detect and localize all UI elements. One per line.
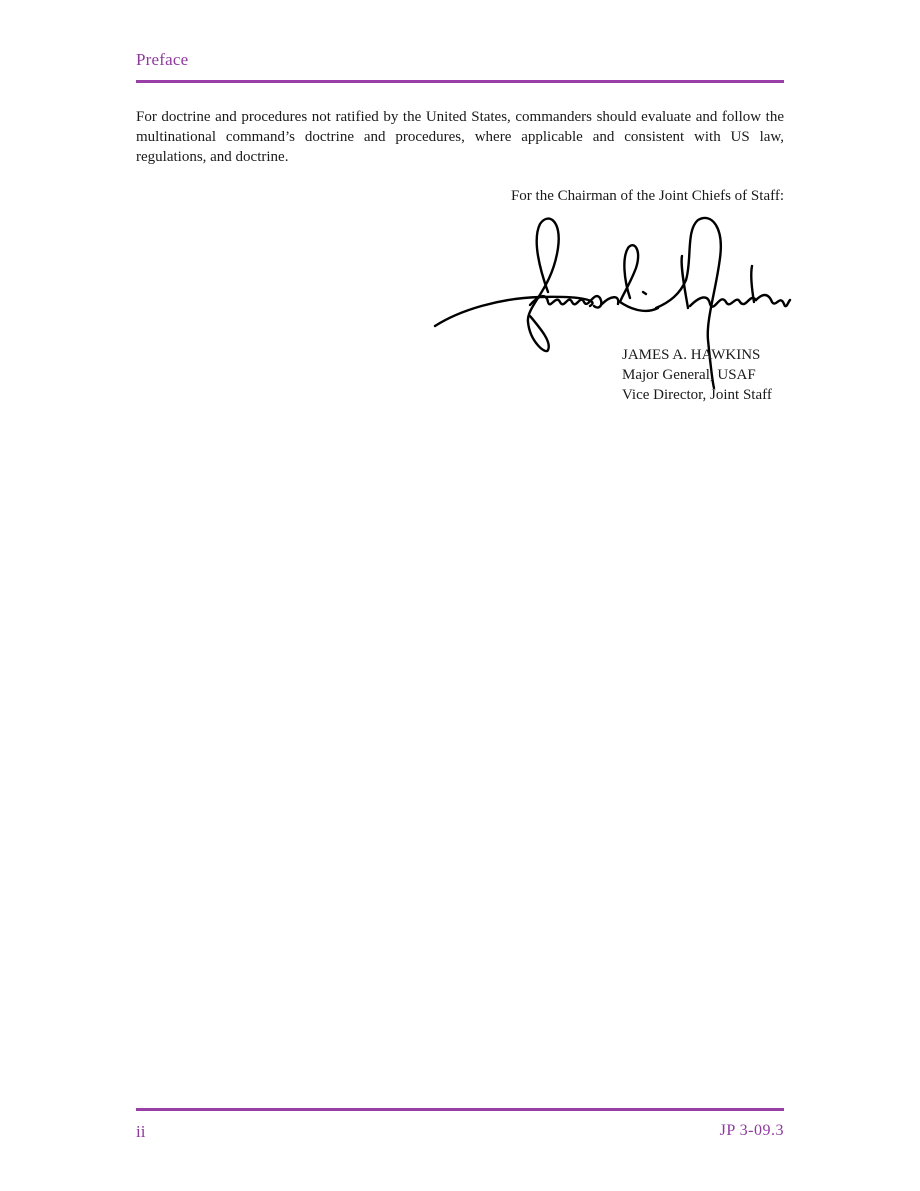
header-rule [136, 80, 784, 83]
signer-rank: Major General, USAF [622, 367, 756, 383]
body-paragraph: For doctrine and procedures not ratified by the United States, commanders should evaluate and follow the multinational command’s doctrine and procedures, where applicable and consistent with US law, regulations, and doctrine. [136, 109, 784, 165]
footer-rule [136, 1108, 784, 1111]
publication-id: JP 3-09.3 [719, 1122, 784, 1139]
page-number: ii [136, 1122, 146, 1141]
signature-intro: For the Chairman of the Joint Chiefs of Staff: [510, 188, 784, 204]
signature-block [622, 345, 772, 405]
page-header-title: Preface [136, 50, 189, 69]
signer-name: JAMES A. HAWKINS [622, 347, 761, 363]
signer-position: Vice Director, Joint Staff [622, 387, 772, 403]
